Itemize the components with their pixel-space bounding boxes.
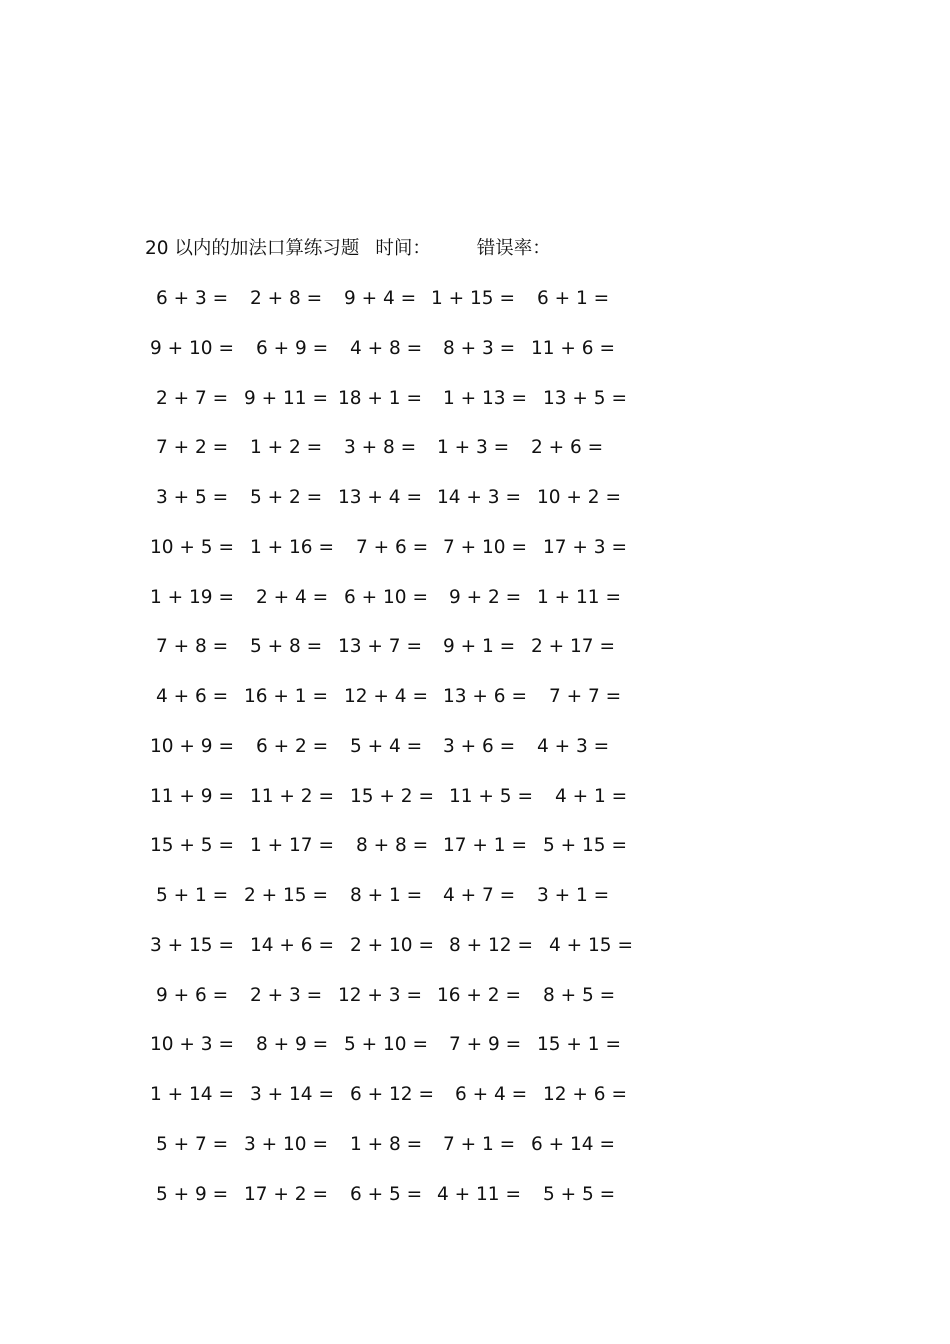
addition-problem: 3 + 10 = <box>244 1133 328 1155</box>
problem-row <box>0 386 950 436</box>
addition-problem: 13 + 4 = <box>338 487 422 508</box>
addition-problem: 15 + 2 = <box>350 785 434 807</box>
addition-problem: 12 + 4 = <box>344 686 428 707</box>
addition-problem: 7 + 1 = <box>443 1133 516 1155</box>
addition-problem: 6 + 3 = <box>156 288 229 309</box>
addition-problem: 5 + 5 = <box>543 1183 616 1205</box>
addition-problem: 12 + 3 = <box>338 984 422 1006</box>
problem-row <box>0 734 950 784</box>
addition-problem: 9 + 6 = <box>156 984 229 1006</box>
problem-row <box>0 634 950 684</box>
problem-row <box>0 336 950 386</box>
addition-problem: 2 + 10 = <box>350 934 434 956</box>
addition-problem: 1 + 16 = <box>250 536 334 558</box>
addition-problem: 17 + 1 = <box>443 835 527 857</box>
addition-problem: 7 + 2 = <box>156 437 229 459</box>
addition-problem: 4 + 7 = <box>443 885 516 906</box>
problem-grid <box>0 286 950 1231</box>
addition-problem: 5 + 9 = <box>156 1183 229 1205</box>
addition-problem: 6 + 10 = <box>344 586 428 608</box>
addition-problem: 14 + 6 = <box>250 934 334 956</box>
problem-row <box>0 1032 950 1082</box>
addition-problem: 6 + 1 = <box>537 288 610 309</box>
addition-problem: 2 + 8 = <box>250 288 323 309</box>
addition-problem: 6 + 14 = <box>531 1133 615 1155</box>
addition-problem: 1 + 13 = <box>443 387 527 409</box>
addition-problem: 3 + 14 = <box>250 1084 334 1105</box>
addition-problem: 13 + 7 = <box>338 636 422 658</box>
addition-problem: 3 + 6 = <box>443 735 516 757</box>
addition-problem: 8 + 8 = <box>356 835 429 857</box>
addition-problem: 12 + 6 = <box>543 1084 627 1105</box>
addition-problem: 18 + 1 = <box>338 387 422 409</box>
problem-row <box>0 585 950 635</box>
problem-row <box>0 784 950 834</box>
addition-problem: 15 + 1 = <box>537 1034 621 1056</box>
addition-problem: 2 + 17 = <box>531 636 615 658</box>
addition-problem: 10 + 2 = <box>537 487 621 508</box>
problem-row <box>0 983 950 1033</box>
addition-problem: 4 + 1 = <box>555 785 628 807</box>
addition-problem: 8 + 9 = <box>256 1034 329 1056</box>
addition-problem: 2 + 4 = <box>256 586 329 608</box>
addition-problem: 4 + 3 = <box>537 735 610 757</box>
addition-problem: 6 + 4 = <box>455 1084 528 1105</box>
addition-problem: 8 + 3 = <box>443 337 516 359</box>
addition-problem: 9 + 1 = <box>443 636 516 658</box>
addition-problem: 8 + 12 = <box>449 934 533 956</box>
addition-problem: 9 + 2 = <box>449 586 522 608</box>
addition-problem: 3 + 5 = <box>156 487 229 508</box>
addition-problem: 5 + 1 = <box>156 885 229 906</box>
addition-problem: 7 + 7 = <box>549 686 622 707</box>
addition-problem: 2 + 6 = <box>531 437 604 459</box>
addition-problem: 8 + 1 = <box>350 885 423 906</box>
problem-row <box>0 1182 950 1232</box>
addition-problem: 11 + 2 = <box>250 785 334 807</box>
addition-problem: 16 + 2 = <box>437 984 521 1006</box>
problem-row <box>0 883 950 933</box>
addition-problem: 13 + 6 = <box>443 686 527 707</box>
addition-problem: 1 + 15 = <box>431 288 515 309</box>
addition-problem: 17 + 3 = <box>543 536 627 558</box>
addition-problem: 7 + 8 = <box>156 636 229 658</box>
addition-problem: 11 + 6 = <box>531 337 615 359</box>
addition-problem: 2 + 3 = <box>250 984 323 1006</box>
problem-row <box>0 1132 950 1182</box>
problem-row <box>0 485 950 535</box>
addition-problem: 2 + 7 = <box>156 387 229 409</box>
addition-problem: 4 + 8 = <box>350 337 423 359</box>
addition-problem: 6 + 2 = <box>256 735 329 757</box>
addition-problem: 9 + 10 = <box>150 337 234 359</box>
addition-problem: 5 + 2 = <box>250 487 323 508</box>
addition-problem: 10 + 9 = <box>150 735 234 757</box>
problem-row <box>0 535 950 585</box>
addition-problem: 7 + 9 = <box>449 1034 522 1056</box>
addition-problem: 5 + 7 = <box>156 1133 229 1155</box>
error-rate-label: 错误率： <box>476 238 551 259</box>
worksheet-title: 20 以内的加法口算练习题 <box>145 238 360 259</box>
addition-problem: 14 + 3 = <box>437 487 521 508</box>
addition-problem: 8 + 5 = <box>543 984 616 1006</box>
problem-row <box>0 833 950 883</box>
addition-problem: 3 + 1 = <box>537 885 610 906</box>
addition-problem: 7 + 6 = <box>356 536 429 558</box>
addition-problem: 2 + 15 = <box>244 885 328 906</box>
addition-problem: 7 + 10 = <box>443 536 527 558</box>
time-label: 时间： <box>375 238 431 259</box>
addition-problem: 6 + 9 = <box>256 337 329 359</box>
addition-problem: 4 + 11 = <box>437 1183 521 1205</box>
addition-problem: 5 + 15 = <box>543 835 627 857</box>
addition-problem: 9 + 11 = <box>244 387 328 409</box>
addition-problem: 17 + 2 = <box>244 1183 328 1205</box>
addition-problem: 9 + 4 = <box>344 288 417 309</box>
problem-row <box>0 286 950 336</box>
addition-problem: 1 + 14 = <box>150 1084 234 1105</box>
addition-problem: 4 + 6 = <box>156 686 229 707</box>
addition-problem: 13 + 5 = <box>543 387 627 409</box>
addition-problem: 1 + 17 = <box>250 835 334 857</box>
addition-problem: 11 + 5 = <box>449 785 533 807</box>
addition-problem: 4 + 15 = <box>549 934 633 956</box>
problem-row <box>0 684 950 734</box>
addition-problem: 1 + 2 = <box>250 437 323 459</box>
addition-problem: 1 + 19 = <box>150 586 234 608</box>
addition-problem: 10 + 3 = <box>150 1034 234 1056</box>
addition-problem: 3 + 15 = <box>150 934 234 956</box>
worksheet-header <box>145 236 551 262</box>
addition-problem: 15 + 5 = <box>150 835 234 857</box>
addition-problem: 1 + 8 = <box>350 1133 423 1155</box>
addition-problem: 5 + 10 = <box>344 1034 428 1056</box>
problem-row <box>0 435 950 485</box>
addition-problem: 16 + 1 = <box>244 686 328 707</box>
addition-problem: 3 + 8 = <box>344 437 417 459</box>
addition-problem: 5 + 4 = <box>350 735 423 757</box>
addition-problem: 6 + 12 = <box>350 1084 434 1105</box>
addition-problem: 1 + 11 = <box>537 586 621 608</box>
addition-problem: 5 + 8 = <box>250 636 323 658</box>
addition-problem: 6 + 5 = <box>350 1183 423 1205</box>
problem-row <box>0 1082 950 1132</box>
addition-problem: 1 + 3 = <box>437 437 510 459</box>
addition-problem: 11 + 9 = <box>150 785 234 807</box>
problem-row <box>0 933 950 983</box>
addition-problem: 10 + 5 = <box>150 536 234 558</box>
